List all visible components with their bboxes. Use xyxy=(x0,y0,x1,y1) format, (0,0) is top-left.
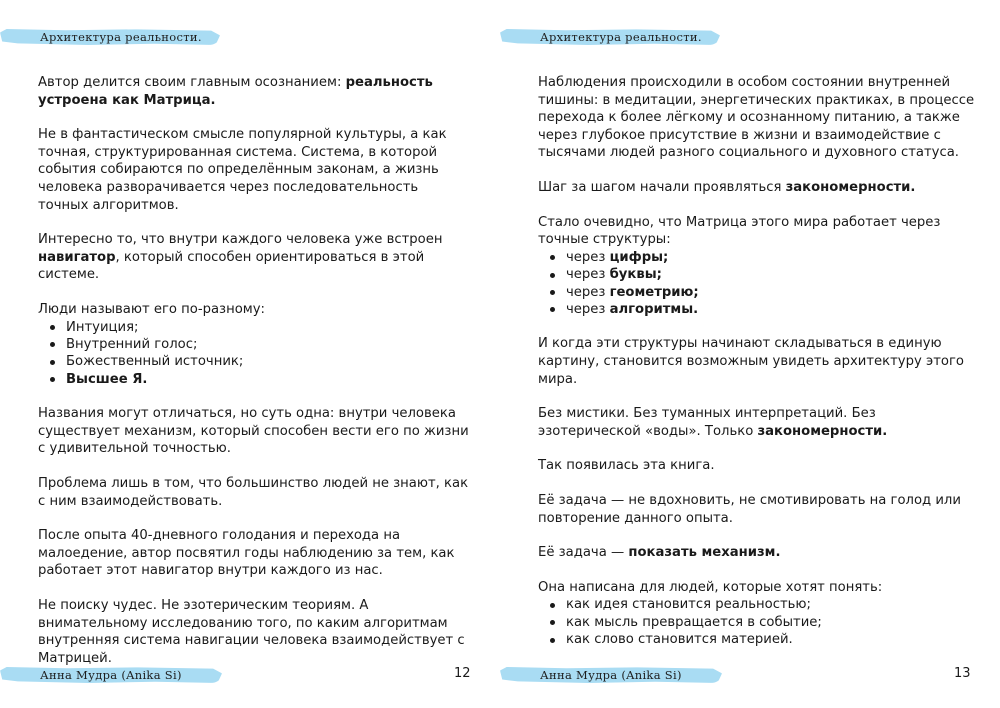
header-banner xyxy=(500,29,720,45)
running-header: Архитектура реальности. xyxy=(40,30,202,44)
list-item: Божественный источник; xyxy=(38,353,470,370)
paragraph: Не в фантастическом смысле популярной культуры, а как точная, структурированная система. Система, в которой события собираются по определённым законам, а жизнь человека разворачивается через последовательность точных алгоритмов. xyxy=(38,127,447,213)
author-footer: Анна Мудра (Anika Si) xyxy=(540,668,682,682)
emphasis: закономерности. xyxy=(757,423,888,439)
paragraph: После опыта 40-дневного голодания и перехода на малоедение, автор посвятил годы наблюдению за тем, как работает этот навигатор внутри каждого из нас. xyxy=(38,528,455,579)
emphasis: закономерности. xyxy=(785,179,916,195)
header-banner xyxy=(0,29,220,45)
paragraph: Её задача — не вдохновить, не смотивировать на голод или повторение данного опыта. xyxy=(538,492,961,526)
list-item: Интуиция; xyxy=(38,319,470,336)
paragraph: Не поиску чудес. Не эзотерическим теориям. А внимательному исследованию того, по каким алгоритмам внутренняя система навигации человека взаимодействует с Матрицей. xyxy=(38,597,465,666)
paragraph: И когда эти структуры начинают складываться в единую картину, становится возможным увидеть архитектуру этого мира. xyxy=(538,336,964,387)
paragraph: Без мистики. Без туманных интерпретаций. Без эзотерической «воды». Только закономерности. xyxy=(538,406,888,439)
list-item: как идея становится реальностью; xyxy=(538,596,978,613)
list-item: Высшее Я. xyxy=(38,371,470,388)
list-item: как слово становится материей. xyxy=(538,631,978,648)
paragraph: Шаг за шагом начали проявляться закономерности. xyxy=(538,179,916,195)
list-item: как мысль превращается в событие; xyxy=(538,614,978,631)
list-intro: Она написана для людей, которые хотят понять: xyxy=(538,579,883,595)
emphasis: показать механизм. xyxy=(628,545,781,561)
paragraph: Автор делится своим главным осознанием: реальность устроена как Матрица. xyxy=(38,75,433,108)
paragraph: Её задача — показать механизм. xyxy=(538,545,781,561)
emphasis: навигатор xyxy=(38,249,116,265)
page-number: 12 xyxy=(454,666,471,681)
bullet-list xyxy=(538,249,978,319)
bullet-list xyxy=(538,596,978,648)
paragraph: Интересно то, что внутри каждого человека уже встроен навигатор, который способен ориентироваться в этой системе. xyxy=(38,232,443,283)
bullet-list xyxy=(38,319,470,389)
footer-banner xyxy=(500,667,722,683)
page-number: 13 xyxy=(954,666,971,681)
right-page xyxy=(500,0,1000,708)
paragraph: Проблема лишь в том, что большинство людей не знают, как с ним взаимодействовать. xyxy=(38,475,469,509)
paragraph: Так появилась эта книга. xyxy=(538,458,715,474)
list-intro: Стало очевидно, что Матрица этого мира работает через точные структуры: xyxy=(538,214,941,248)
list-intro: Люди называют его по-разному: xyxy=(38,301,265,317)
list-item: через геометрию; xyxy=(538,284,978,301)
page-text xyxy=(38,74,470,684)
list-item: через буквы; xyxy=(538,266,978,283)
emphasis: реальность устроена как Матрица. xyxy=(38,75,433,108)
list-item: через алгоритмы. xyxy=(538,301,978,318)
list-item: через цифры; xyxy=(538,249,978,266)
page-text xyxy=(538,74,978,666)
running-header: Архитектура реальности. xyxy=(540,30,702,44)
paragraph: Наблюдения происходили в особом состоянии внутренней тишины: в медитации, энергетических практиках, в процессе перехода к более лёгкому и осознанному питанию, а также через глубокое присутствие в жизни и взаимодействие с тысячами людей разного социального и духовного статуса. xyxy=(538,75,975,161)
paragraph: Названия могут отличаться, но суть одна: внутри человека существует механизм, который способен вести его по жизни с удивительной точностью. xyxy=(38,406,469,457)
author-footer: Анна Мудра (Anika Si) xyxy=(40,668,182,682)
list-item: Внутренний голос; xyxy=(38,336,470,353)
footer-banner xyxy=(0,667,222,683)
